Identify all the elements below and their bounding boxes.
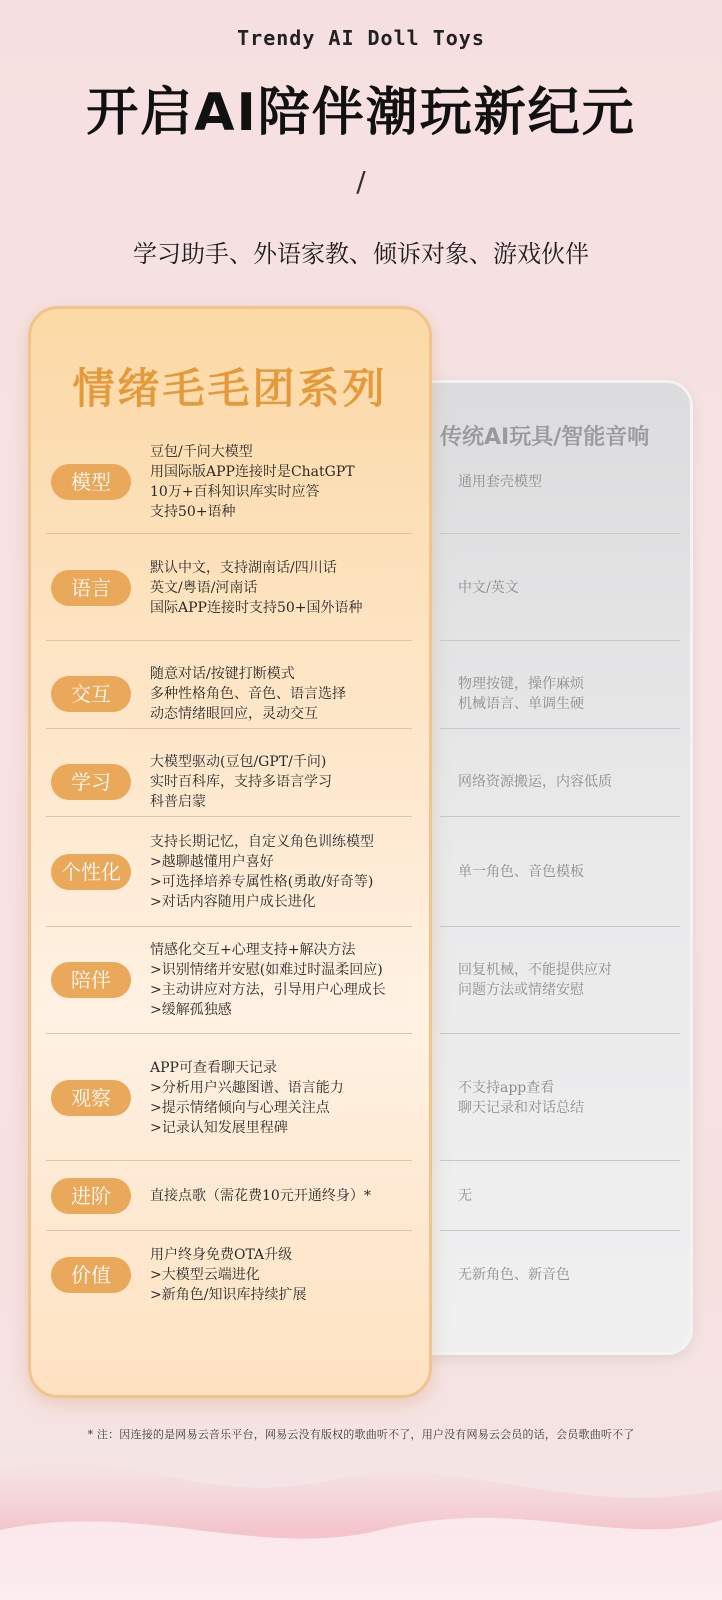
row-label-badge: 观察 — [51, 1080, 131, 1116]
feature-line: 实时百科库，支持多语言学习 — [150, 774, 332, 790]
competitor-line: 中文/英文 — [458, 580, 519, 596]
competitor-feature-text — [458, 472, 683, 492]
footnote: * 注：因连接的是网易云音乐平台，网易云没有版权的歌曲听不了，用户没有网易云会员的话，会员歌曲听不了 — [87, 1428, 635, 1441]
row-divider — [46, 926, 412, 927]
row-divider — [46, 1033, 412, 1034]
feature-line: >新角色/知识库持续扩展 — [150, 1287, 307, 1303]
feature-line: >分析用户兴趣图谱、语言能力 — [150, 1080, 344, 1096]
row-label-badge: 模型 — [51, 464, 131, 500]
row-divider — [46, 728, 412, 729]
competitor-line: 物理按键，操作麻烦 — [458, 676, 584, 692]
row-divider — [46, 640, 412, 641]
competitor-line: 回复机械，不能提供应对 — [458, 962, 612, 978]
competitor-feature-text — [458, 1265, 683, 1285]
feature-line: 直接点歌（需花费10元开通终身）* — [150, 1188, 371, 1204]
competitor-feature-text — [458, 674, 683, 714]
feature-line: >识别情绪并安慰(如难过时温柔回应) — [150, 962, 383, 978]
row-label-badge: 进阶 — [51, 1178, 131, 1214]
feature-line: >可选择培养专属性格(勇敢/好奇等) — [150, 874, 374, 890]
row-divider — [440, 1230, 680, 1231]
competitor-line: 机械语言、单调生硬 — [458, 696, 584, 712]
row-divider — [440, 640, 680, 641]
competitor-line: 通用套壳模型 — [458, 474, 542, 490]
title-separator: / — [356, 165, 366, 198]
row-divider — [440, 728, 680, 729]
feature-line: APP可查看聊天记录 — [150, 1060, 277, 1076]
feature-line: >越聊越懂用户喜好 — [150, 854, 274, 870]
feature-line: 英文/粤语/河南话 — [150, 580, 258, 596]
feature-line: 多种性格角色、音色、语言选择 — [150, 686, 346, 702]
product-feature-text — [150, 1186, 425, 1206]
row-divider — [440, 926, 680, 927]
product-feature-text — [150, 1058, 425, 1138]
feature-line: 动态情绪眼回应，灵动交互 — [150, 706, 318, 722]
competitor-line: 聊天记录和对话总结 — [458, 1100, 584, 1116]
product-feature-text — [150, 1245, 425, 1305]
feature-line: >对话内容随用户成长进化 — [150, 894, 316, 910]
feature-line: 情感化交互+心理支持+解决方法 — [150, 942, 356, 958]
competitor-feature-text — [458, 1186, 683, 1206]
row-divider — [46, 533, 412, 534]
feature-line: 科普启蒙 — [150, 794, 206, 810]
competitor-feature-text — [458, 1078, 683, 1118]
row-divider — [46, 816, 412, 817]
feature-line: >缓解孤独感 — [150, 1002, 232, 1018]
row-label-badge: 陪伴 — [51, 962, 131, 998]
competitor-feature-text — [458, 862, 683, 882]
feature-line: 豆包/千问大模型 — [150, 444, 253, 460]
page-subtitle: 学习助手、外语家教、倾诉对象、游戏伙伴 — [133, 240, 589, 268]
product-feature-text — [150, 752, 425, 812]
feature-line: 国际APP连接时支持50+国外语种 — [150, 600, 363, 616]
row-label-badge: 价值 — [51, 1257, 131, 1293]
tagline-english: Trendy AI Doll Toys — [237, 26, 485, 50]
product-feature-text — [150, 558, 425, 618]
competitor-card-title: 传统AI玩具/智能音响 — [440, 425, 650, 450]
row-label-badge: 个性化 — [51, 854, 131, 890]
row-divider — [46, 1160, 412, 1161]
row-divider — [440, 816, 680, 817]
competitor-feature-text — [458, 960, 683, 1000]
feature-line: 随意对话/按键打断模式 — [150, 666, 295, 682]
feature-line: >主动讲应对方法，引导用户心理成长 — [150, 982, 386, 998]
feature-line: >大模型云端进化 — [150, 1267, 260, 1283]
page-title: 开启AI陪伴潮玩新纪元 — [86, 83, 636, 143]
feature-line: 用国际版APP连接时是ChatGPT — [150, 464, 355, 480]
product-feature-text — [150, 442, 425, 522]
competitor-feature-text — [458, 578, 683, 598]
row-label-badge: 学习 — [51, 764, 131, 800]
row-label-badge: 语言 — [51, 570, 131, 606]
row-divider — [440, 533, 680, 534]
row-divider — [440, 1033, 680, 1034]
competitor-line: 单一角色、音色模板 — [458, 864, 584, 880]
feature-line: >记录认知发展里程碑 — [150, 1120, 288, 1136]
feature-line: >提示情绪倾向与心理关注点 — [150, 1100, 330, 1116]
feature-line: 支持50+语种 — [150, 504, 236, 520]
competitor-line: 网络资源搬运，内容低质 — [458, 774, 612, 790]
feature-line: 10万+百科知识库实时应答 — [150, 484, 320, 500]
row-label-badge: 交互 — [51, 676, 131, 712]
competitor-feature-text — [458, 772, 683, 792]
competitor-line: 无 — [458, 1188, 472, 1204]
competitor-line: 不支持app查看 — [458, 1080, 555, 1096]
competitor-line: 问题方法或情绪安慰 — [458, 982, 584, 998]
feature-line: 用户终身免费OTA升级 — [150, 1247, 293, 1263]
feature-line: 默认中文，支持湖南话/四川话 — [150, 560, 337, 576]
row-divider — [46, 1230, 412, 1231]
product-feature-text — [150, 664, 425, 724]
feature-line: 支持长期记忆，自定义角色训练模型 — [150, 834, 374, 850]
product-feature-text — [150, 832, 425, 912]
competitor-line: 无新角色、新音色 — [458, 1267, 570, 1283]
row-divider — [440, 1160, 680, 1161]
product-card-title: 情绪毛毛团系列 — [72, 364, 388, 413]
feature-line: 大模型驱动(豆包/GPT/千问) — [150, 754, 327, 770]
product-feature-text — [150, 940, 425, 1020]
